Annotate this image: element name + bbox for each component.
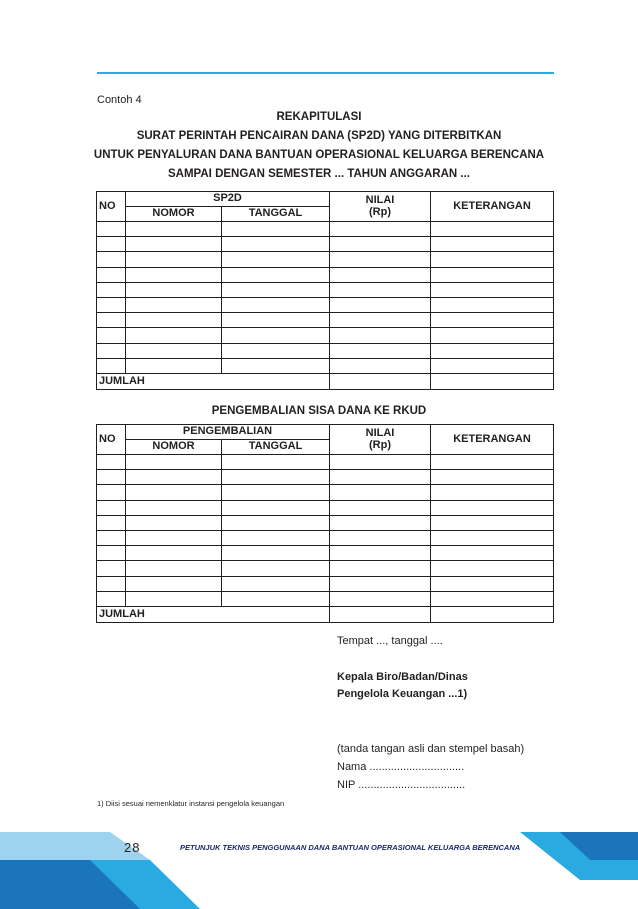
total-nilai <box>330 606 431 622</box>
signer-name: Nama ............................... <box>337 761 465 773</box>
table-row <box>97 282 554 297</box>
table-row <box>97 530 554 545</box>
table-row <box>97 328 554 343</box>
table-row <box>97 561 554 576</box>
col-keterangan-header: KETERANGAN <box>431 192 554 222</box>
total-keterangan <box>431 606 554 622</box>
table-row <box>97 546 554 561</box>
col-tanggal-header: TANGGAL <box>222 440 330 455</box>
page-number: 28 <box>124 840 141 855</box>
title-line-2: SURAT PERINTAH PENCAIRAN DANA (SP2D) YANG DITERBITKAN <box>136 130 502 142</box>
footnote: 1) Diisi sesuai nemenklatur instansi pengelola keuangan <box>97 799 285 808</box>
table-row <box>97 576 554 591</box>
col-no-header: NO <box>97 192 126 222</box>
signer-nip: NIP ................................... <box>337 779 466 791</box>
table-row <box>97 358 554 373</box>
col-no-header: NO <box>97 425 126 455</box>
total-label: JUMLAH <box>97 606 330 622</box>
col-nilai-header: NILAI (Rp) <box>330 425 431 455</box>
place-date: Tempat ..., tanggal .... <box>337 635 443 647</box>
table-row <box>97 515 554 530</box>
table-row <box>97 591 554 606</box>
table-row <box>97 455 554 470</box>
header-rule <box>97 72 554 74</box>
signature-note: (tanda tangan asli dan stempel basah) <box>337 743 525 755</box>
example-label: Contoh 4 <box>97 94 142 106</box>
signer-role-2: Pengelola Keuangan ...1) <box>337 688 468 700</box>
table-row <box>97 343 554 358</box>
col-pengembalian-header: PENGEMBALIAN <box>126 425 330 440</box>
title-line-4: SAMPAI DENGAN SEMESTER ... TAHUN ANGGARAN ... <box>168 168 470 180</box>
pengembalian-table <box>96 424 554 623</box>
table-row <box>97 267 554 282</box>
signer-role-1: Kepala Biro/Badan/Dinas <box>337 671 468 683</box>
total-keterangan <box>431 373 554 389</box>
table-row <box>97 500 554 515</box>
footer-graphic <box>0 820 638 909</box>
title-line-3: UNTUK PENYALURAN DANA BANTUAN OPERASIONAL KELUARGA BERENCANA <box>93 149 545 161</box>
table-row <box>97 252 554 267</box>
table-row <box>97 470 554 485</box>
section-2-title: PENGEMBALIAN SISA DANA KE RKUD <box>211 405 427 417</box>
table-row <box>97 297 554 312</box>
table-row <box>97 313 554 328</box>
col-nomor-header: NOMOR <box>126 207 222 222</box>
col-nomor-header: NOMOR <box>126 440 222 455</box>
table-row <box>97 485 554 500</box>
title-line-1: REKAPITULASI <box>276 111 362 123</box>
table-row <box>97 222 554 237</box>
col-sp2d-header: SP2D <box>126 192 330 207</box>
footer-title: PETUNJUK TEKNIS PENGGUNAAN DANA BANTUAN OPERASIONAL KELUARGA BERENCANA <box>180 843 521 852</box>
table-row <box>97 237 554 252</box>
col-tanggal-header: TANGGAL <box>222 207 330 222</box>
col-keterangan-header: KETERANGAN <box>431 425 554 455</box>
sp2d-table <box>96 191 554 390</box>
col-nilai-header: NILAI (Rp) <box>330 192 431 222</box>
total-nilai <box>330 373 431 389</box>
total-label: JUMLAH <box>97 373 330 389</box>
